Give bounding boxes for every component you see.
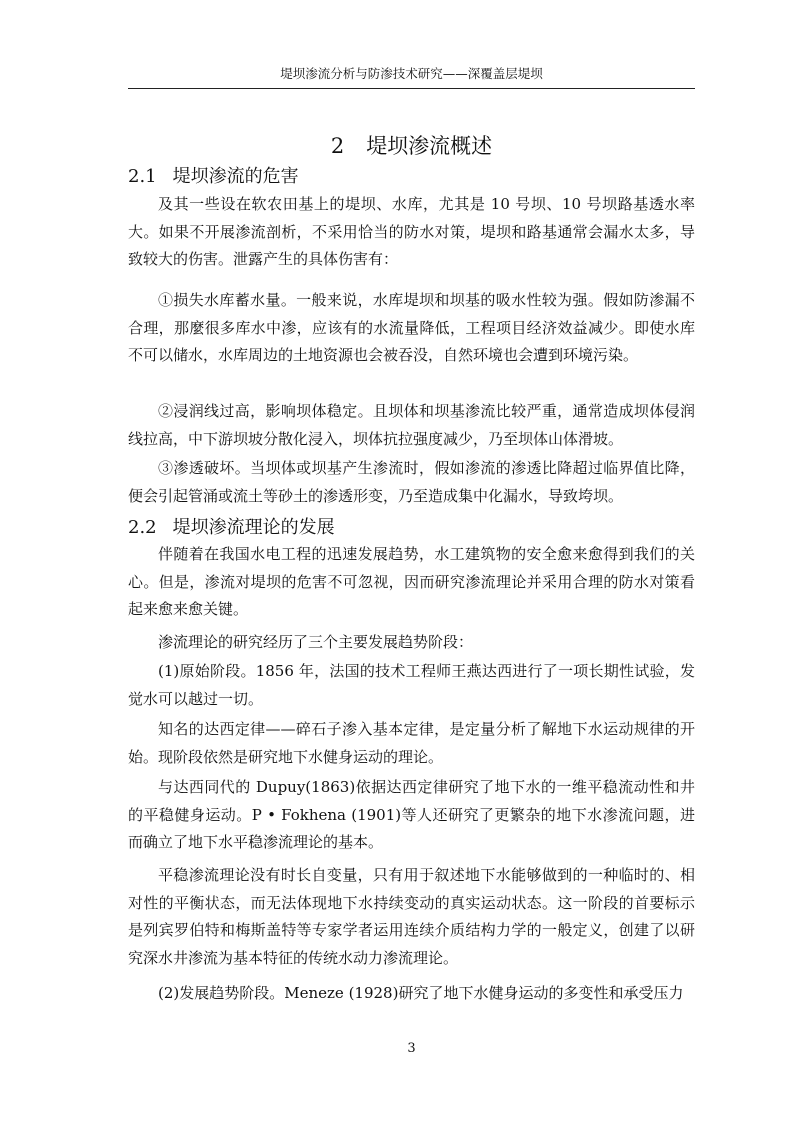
- header-divider: [128, 88, 695, 89]
- paragraph: (2)发展趋势阶段。Meneze (1928)研究了地下水健身运动的多变性和承受压力: [158, 984, 684, 1002]
- chapter-title-text: 堤坝渗流概述: [366, 134, 493, 158]
- paragraph: 知名的达西定律——碎石子渗入基本定律，是定量分析了解地下水运动规律的开始。现阶段依然是研究地下水健身运动的理论。: [128, 720, 695, 766]
- section-title-text: 堤坝渗流理论的发展: [172, 517, 335, 538]
- paragraph: ③渗透破坏。当坝体或坝基产生渗流时，假如渗流的渗透比降超过临界值比降，便会引起管涌或流土等砂土的渗透形变，乃至造成集中化漏水，导致垮坝。: [128, 459, 695, 505]
- running-header: 堤坝渗流分析与防渗技术研究——深覆盖层堤坝: [280, 66, 543, 81]
- section-title-text: 堤坝渗流的危害: [172, 166, 299, 187]
- section-number: 2.1: [128, 166, 157, 187]
- paragraph: 平稳渗流理论没有时长自变量，只有用于叙述地下水能够做到的一种临时的、相对性的平衡状态，而无法体现地下水持续变动的真实运动状态。这一阶段的首要标示是列宾罗伯特和梅斯盖特等专家学者运用连续介质结构力学的一般定义，创建了以研究深水井渗流为基本特征的传统水动力渗流理论。: [128, 866, 695, 967]
- paragraph: ①损失水库蓄水量。一般来说，水库堤坝和坝基的吸水性较为强。假如防渗漏不合理，那麼很多库水中渗，应该有的水流量降低，工程项目经济效益减少。即使水库不可以储水，水库周边的土地资源也会被吞没，自然环境也会遭到环境污染。: [128, 291, 695, 364]
- paragraph: (1)原始阶段。1856 年，法国的技术工程师王燕达西进行了一项长期性试验，发觉水可以越过一切。: [128, 662, 695, 708]
- paragraph: 与达西同代的 Dupuy(1863)依据达西定律研究了地下水的一维平稳流动性和井的平稳健身运动。P • Fokhena (1901)等人还研究了更繁杂的地下水渗流问题，进而确立了地下水平稳渗流理论的基本。: [128, 778, 695, 851]
- paragraph: ②浸润线过高，影响坝体稳定。且坝体和坝基渗流比较严重，通常造成坝体侵润线拉高，中下游坝坡分散化浸入，坝体抗拉强度减少，乃至坝体山体滑坡。: [128, 402, 695, 448]
- paragraph: 渗流理论的研究经历了三个主要发展趋势阶段：: [158, 633, 474, 651]
- paragraph: 伴随着在我国水电工程的迅速发展趋势，水工建筑物的安全愈来愈得到我们的关心。但是，渗流对堤坝的危害不可忽视，因而研究渗流理论并采用合理的防水对策看起来愈来愈关键。: [128, 545, 695, 618]
- section-heading-2-2: [128, 513, 335, 539]
- section-number: 2.2: [128, 517, 157, 538]
- chapter-number: 2: [330, 134, 345, 158]
- paragraph: 及其一些设在软农田基上的堤坝、水库，尤其是 10 号坝、10 号坝路基透水率大。如果不开展渗流剖析，不采用恰当的防水对策，堤坝和路基通常会漏水太多，导致较大的伤害。泄露产生的具体伤害有：: [128, 195, 695, 268]
- chapter-title: [128, 130, 695, 160]
- page-number: 3: [407, 1041, 416, 1056]
- section-heading-2-1: [128, 162, 299, 188]
